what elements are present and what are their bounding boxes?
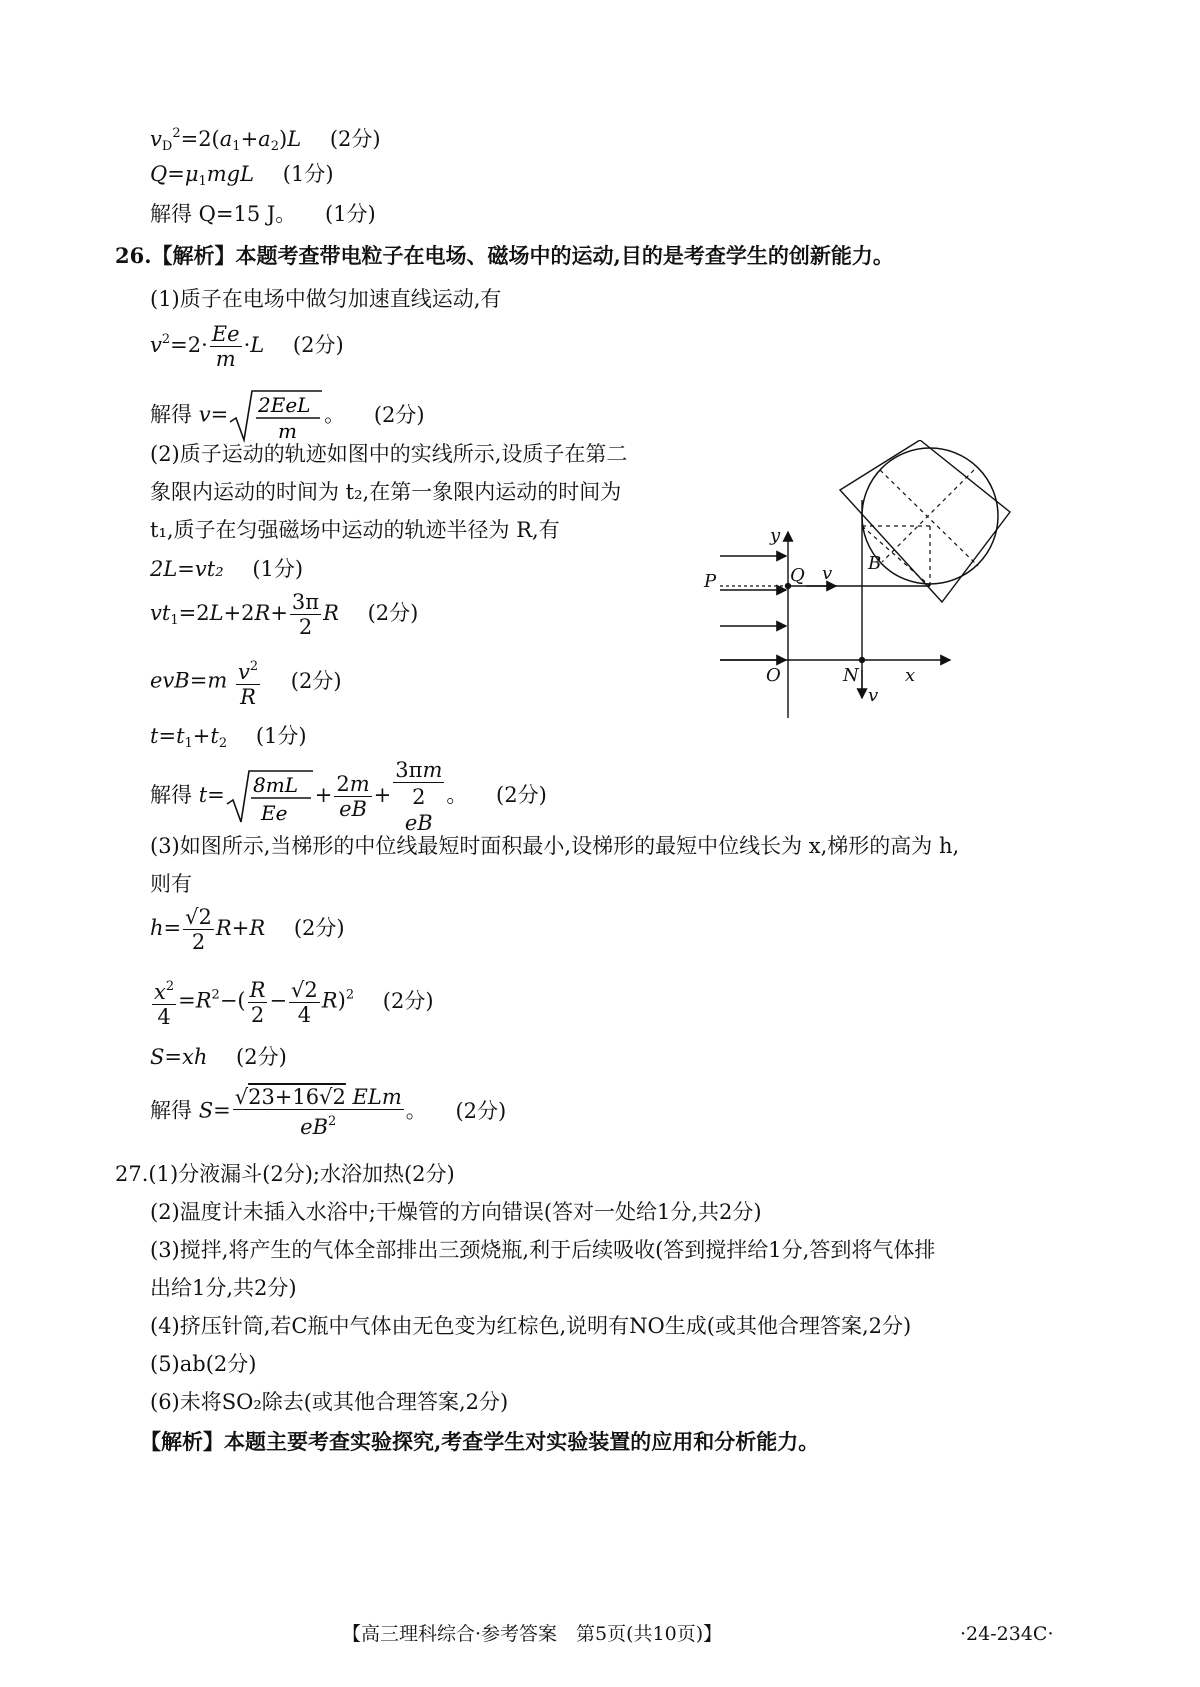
equation-q: $Q=\mu_1mgL$ (1分) <box>150 162 334 189</box>
score: (2分) <box>292 333 344 357</box>
equation-h: h= $\frac{√2}{2}$ R+R (2分) <box>150 905 345 954</box>
fig-label-b: B <box>868 553 882 574</box>
score: (2分) <box>293 916 345 940</box>
svg-text:8mL: 8mL <box>252 772 298 797</box>
fig-label-v-down: v <box>868 685 879 706</box>
score: (1分) <box>252 557 304 581</box>
footer-page-info: 【高三理科综合·参考答案 第5页(共10页)】 <box>342 1623 723 1645</box>
svg-text:Ee: Ee <box>260 800 288 825</box>
q26-heading: 26.【解析】本题考查带电粒子在电场、磁场中的运动,目的是考查学生的创新能力。 <box>115 243 894 268</box>
score: (1分) <box>325 202 376 226</box>
equation-evb: evB=m $\frac{v^2}{R}$ (2分) <box>150 655 342 711</box>
footer-code: ·24-234C· <box>960 1623 1054 1645</box>
fig-label-y: y <box>770 525 781 546</box>
q27-part1: 27.(1)分液漏斗(2分);水浴加热(2分) <box>115 1162 455 1186</box>
score: (1分) <box>282 162 334 186</box>
q27-analysis: 【解析】本题主要考查实验探究,考查学生对实验装置的应用和分析能力。 <box>140 1429 820 1454</box>
svg-text:2EeL: 2EeL <box>258 393 311 417</box>
trajectory-circle <box>862 448 998 584</box>
equation-vd: $v_D^2=2(a_1+a_2)L$ (2分) <box>150 126 381 154</box>
equation-t: $t=t_1+t_2$ (1分) <box>150 724 307 751</box>
q26-part3-line1: (3)如图所示,当梯形的中位线最短时面积最小,设梯形的最短中位线长为 x,梯形的高为 h, <box>150 834 960 858</box>
equation-vt1: $vt_1=2L+2R+$ $\frac{3\pi}{2}$ R (2分) <box>150 590 419 639</box>
score: (2分) <box>373 402 425 427</box>
fig-label-n: N <box>843 665 859 686</box>
electric-field-lines <box>720 556 786 660</box>
q26-part2-line2: 象限内运动的时间为 t₂,在第一象限内运动的时间为 <box>150 480 622 504</box>
equation-2l: 2L=vt₂ (1分) <box>150 557 304 581</box>
fig-label-v: v <box>822 563 833 584</box>
result-s: 解得 S= $\frac{\text{√23+16√2 ELm}}{eB^2}$ 。 (2分) <box>150 1085 507 1139</box>
fig-label-q: Q <box>790 565 805 586</box>
score: (1分) <box>255 724 307 748</box>
score: (2分) <box>236 1045 287 1069</box>
score: (2分) <box>496 783 547 807</box>
equation-x: $\frac{x^2}{4}$ $=R^2-$( $\frac{R}{2}$ − $\frac{√2}{4}$ R)$^2$ (2分) <box>150 975 434 1033</box>
score: (2分) <box>290 668 342 693</box>
q27-part2: (2)温度计未插入水浴中;干燥管的方向错误(答对一处给1分,共2分) <box>150 1200 762 1224</box>
equation-v2: $v^2=2\cdot$ $\frac{Ee}{m}$ ·L (2分) <box>150 322 344 371</box>
score: (2分) <box>367 601 419 625</box>
q27-part3-line1: (3)搅拌,将产生的气体全部排出三颈烧瓶,利于后续吸收(答到搅拌给1分,答到将气体排 <box>150 1238 936 1262</box>
score: (2分) <box>382 988 434 1013</box>
fig-label-p: P <box>704 571 717 592</box>
q26-part2-line3: t₁,质子在匀强磁场中运动的轨迹半径为 R,有 <box>150 518 560 542</box>
svg-text:m: m <box>278 419 298 443</box>
score: (2分) <box>455 1098 507 1123</box>
q27-part3-line2: 出给1分,共2分) <box>150 1276 297 1300</box>
q26-part3-line2: 则有 <box>150 872 192 896</box>
fig-label-x: x <box>905 665 916 686</box>
q27-part4: (4)挤压针筒,若C瓶中气体由无色变为红棕色,说明有NO生成(或其他合理答案,2分) <box>150 1314 912 1338</box>
result-v: 解得 v= 2EeL m 。 (2分) <box>150 393 425 443</box>
score: (2分) <box>329 127 381 151</box>
result-q: 解得 Q=15 J。 (1分) <box>150 202 376 226</box>
q26-part1: (1)质子在电场中做匀加速直线运动,有 <box>150 287 502 311</box>
trapezoid-square <box>840 440 1010 602</box>
fig-label-o: O <box>766 665 781 686</box>
q27-part6: (6)未将SO₂除去(或其他合理答案,2分) <box>150 1390 509 1414</box>
equation-s: S=xh (2分) <box>150 1045 287 1069</box>
result-t: 解得 t= 8mL Ee + $\frac{2m}{eB}$ + 3πm 2 eB 。 (2分) <box>150 758 547 835</box>
q27-part5: (5)ab(2分) <box>150 1352 257 1376</box>
q26-part2-line1: (2)质子运动的轨迹如图中的实线所示,设质子在第二 <box>150 442 628 466</box>
